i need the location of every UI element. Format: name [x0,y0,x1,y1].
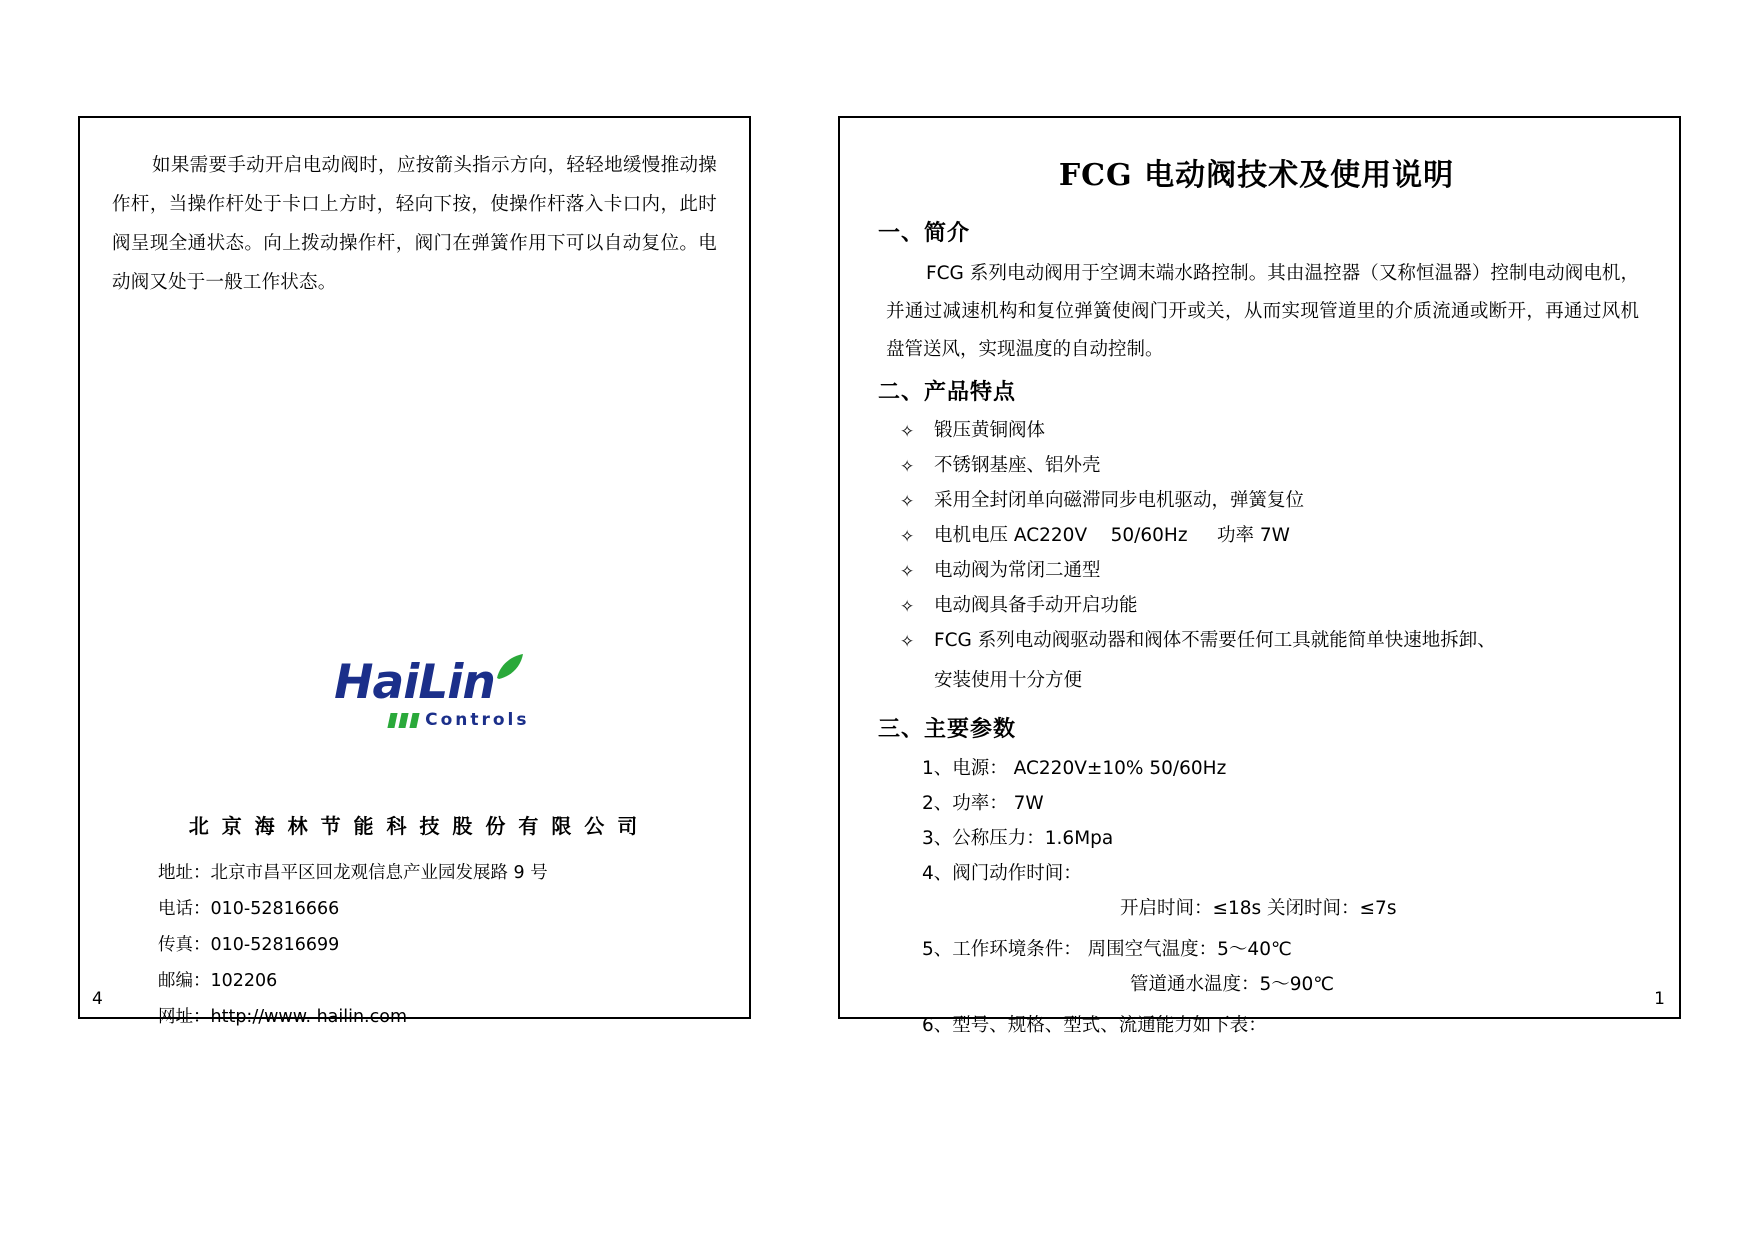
feature-text: 电动阀为常闭二通型 [934,560,1101,581]
section-heading-intro: 一、简介 [878,220,971,246]
feature-text: 不锈钢基座、铝外壳 [934,455,1101,476]
diamond-bullet-icon: ✧ [900,597,915,617]
logo-sub-row [300,710,530,730]
contact-fax: 传真：010-52816699 [158,935,340,955]
diamond-bullet-icon: ✧ [900,492,915,512]
feature-text: FCG 系列电动阀驱动器和阀体不需要任何工具就能简单快速地拆卸、 [934,630,1496,651]
parameter-list-continued [870,932,1643,967]
list-item [886,519,1643,553]
list-item [886,554,1643,588]
contact-website: 网址：http://www. hailin.com [158,1007,407,1027]
list-item [886,414,1643,448]
document-title: FCG 电动阀技术及使用说明 [1058,158,1455,193]
hailin-logo [80,655,749,733]
contact-zip: 邮编：102206 [158,971,278,991]
right-page-content [840,118,1679,1036]
logo-wrap [300,655,530,732]
diamond-bullet-icon: ✧ [900,632,915,652]
list-item: 5、工作环境条件： 周围空气温度：5～40℃ [922,939,1292,960]
feature-text: 采用全封闭单向磁滞同步电机驱动，弹簧复位 [934,490,1305,511]
contact-block [112,855,717,1035]
section-heading-features: 二、产品特点 [878,379,1017,405]
list-item: 6、型号、规格、型式、流通能力如下表： [922,1015,1267,1036]
pipe-water-temperature: 管道通水温度：5～90℃ [1130,974,1335,995]
list-item: 3、公称压力：1.6Mpa [922,828,1114,849]
feature-text: 电机电压 AC220V 50/60Hz 功率 7W [934,525,1290,546]
logo-bars-icon [389,713,418,728]
parameter-list [870,751,1643,891]
contact-phone: 电话：010-52816666 [158,899,340,919]
section-heading-parameters: 三、主要参数 [878,716,1017,742]
logo-wordmark: HaiLin [334,655,495,710]
company-name: 北 京 海 林 节 能 科 技 股 份 有 限 公 司 [188,814,641,838]
diamond-bullet-icon: ✧ [900,422,915,442]
list-item: 1、电源： AC220V±10% 50/60Hz [922,758,1227,779]
manual-operation-paragraph: 如果需要手动开启电动阀时，应按箭头指示方向，轻轻地缓慢推动操作杆，当操作杆处于卡口上方时，轻向下按，使操作杆落入卡口内，此时阀呈现全通状态。向上拨动操作杆，阀门在弹簧作用下可以自动复位。电动阀又处于一般工作状态。 [112,155,717,293]
section-intro-paragraph: FCG 系列电动阀用于空调末端水路控制。其由温控器（又称恒温器）控制电动阀电机，并通过减速机构和复位弹簧使阀门开或关，从而实现管道里的介质流通或断开，再通过风机盘管送风，实现温度的自动控制。 [886,263,1639,360]
list-item [886,589,1643,623]
page-left [78,116,751,1027]
page-number-right: 1 [1654,989,1665,1009]
leaf-icon [494,654,524,680]
feature-text: 锻压黄铜阀体 [934,420,1046,441]
feature-text-continuation: 安装使用十分方便 [934,670,1083,691]
contact-address: 地址：北京市昌平区回龙观信息产业园发展路 9 号 [158,863,548,883]
company-block [112,766,717,1035]
list-item [886,484,1643,518]
list-item [886,624,1643,658]
diamond-bullet-icon: ✧ [900,457,915,477]
page-number-left: 4 [92,989,103,1009]
feature-text: 电动阀具备手动开启功能 [934,595,1138,616]
diamond-bullet-icon: ✧ [900,527,915,547]
parameter-list-last [870,1008,1643,1043]
list-item: 4、阀门动作时间： [922,863,1082,884]
list-item: 2、功率： 7W [922,793,1044,814]
feature-list [870,414,1643,658]
page-right [838,116,1681,1036]
logo-controls-text: Controls [425,710,530,730]
left-page-content [80,118,749,1027]
valve-action-time: 开启时间：≤18s 关闭时间：≤7s [1120,898,1397,919]
list-item [886,449,1643,483]
diamond-bullet-icon: ✧ [900,562,915,582]
